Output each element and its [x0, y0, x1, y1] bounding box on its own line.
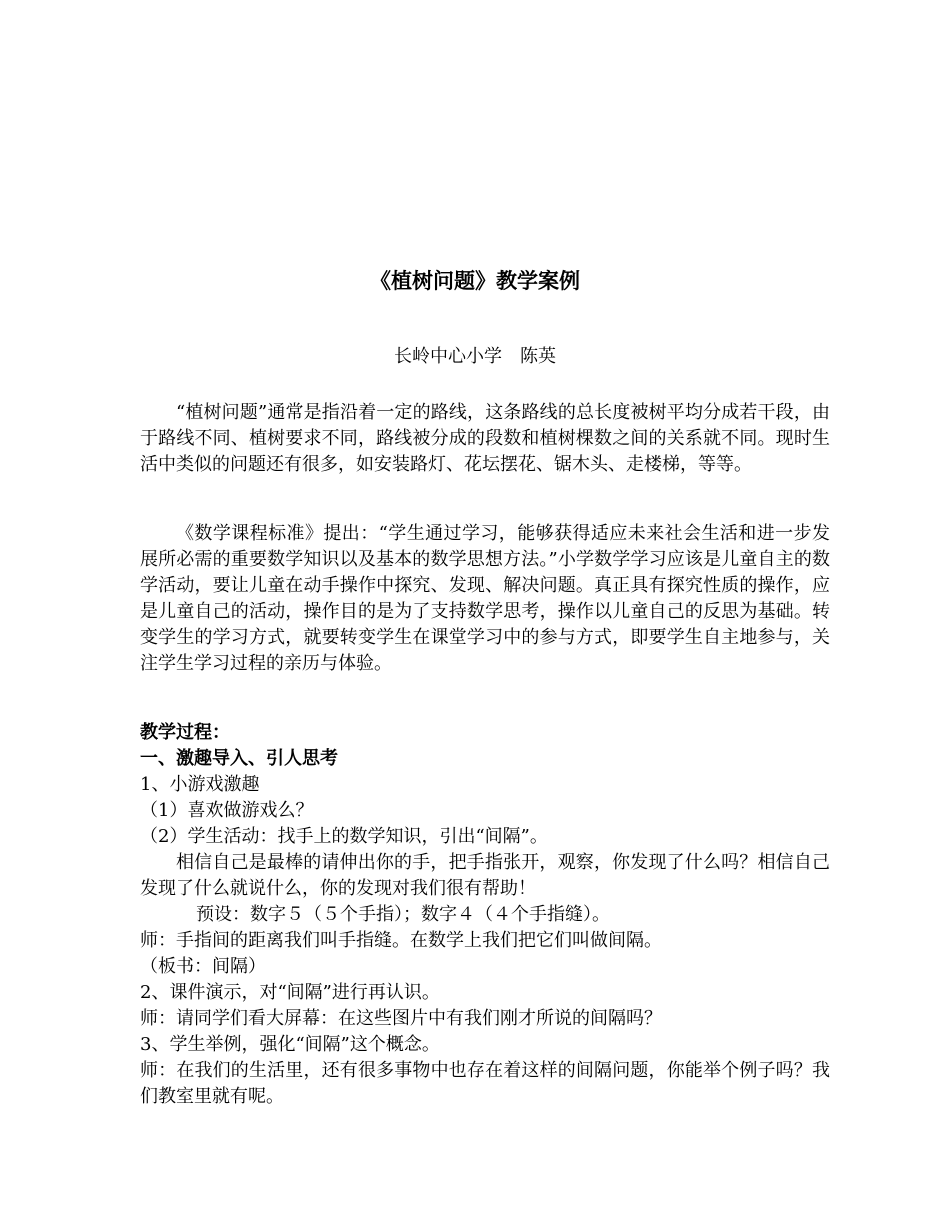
process-paragraph: 师：在我们的生活里，还有很多事物中也存在着这样的间隔问题，你能举个例子吗？我们教室里就有呢。: [140, 1060, 830, 1107]
section-heading: 一、激趣导入、引人思考: [140, 748, 338, 769]
document-author: 长岭中心小学 陈英: [394, 346, 556, 367]
process-item: （1）喜欢做游戏么？: [140, 800, 314, 821]
document-title: 《植树问题》教学案例: [370, 269, 580, 293]
intro-paragraph-2-block: [140, 521, 830, 677]
process-item: （板书：间隔）: [140, 956, 266, 977]
process-item: 1、小游戏激趣: [140, 774, 260, 795]
intro-paragraph: “植树问题”通常是指沿着一定的路线，这条路线的总长度被树平均分成若干段，由于路线不同、植树要求不同，路线被分成的段数和植树棵数之间的关系就不同。现时生活中类似的问题还有很多，如安装路灯、花坛摆花、锯木头、走楼梯，等等。: [140, 402, 830, 475]
process-paragraph: 相信自己是最棒的请伸出你的手，把手指张开，观察，你发现了什么吗？相信自己发现了什么就说什么，你的发现对我们很有帮助！: [140, 852, 830, 899]
teaching-process: [140, 720, 830, 1110]
process-item: 2、课件演示，对“间隔”进行再认识。: [140, 982, 440, 1003]
process-item: 师：请同学们看大屏幕：在这些图片中有我们刚才所说的间隔吗？: [140, 1008, 662, 1029]
process-item: 预设：数字５（５个手指）；数字４（４个手指缝）。: [196, 904, 610, 925]
process-item: （2）学生活动：找手上的数学知识，引出“间隔”。: [140, 826, 548, 847]
intro-paragraph: 《数学课程标准》提出：“学生通过学习，能够获得适应未来社会生活和进一步发展所必需的重要数学知识以及基本的数学思想方法。”小学数学学习应该是儿童自主的数学活动，要让儿童在动手操作中探究、发现、解决问题。真正具有探究性质的操作，应是儿童自己的活动，操作目的是为了支持数学思考，操作以儿童自己的反思为基础。转变学生的学习方式，就要转变学生在课堂学习中的参与方式，即要学生自主地参与，关注学生学习过程的亲历与体验。: [140, 523, 830, 674]
process-heading: 教学过程：: [140, 722, 230, 743]
intro-paragraph-1-block: [140, 400, 830, 478]
process-item: 3、学生举例，强化“间隔”这个概念。: [140, 1034, 440, 1055]
process-item: 师：手指间的距离我们叫手指缝。在数学上我们把它们叫做间隔。: [140, 930, 662, 951]
